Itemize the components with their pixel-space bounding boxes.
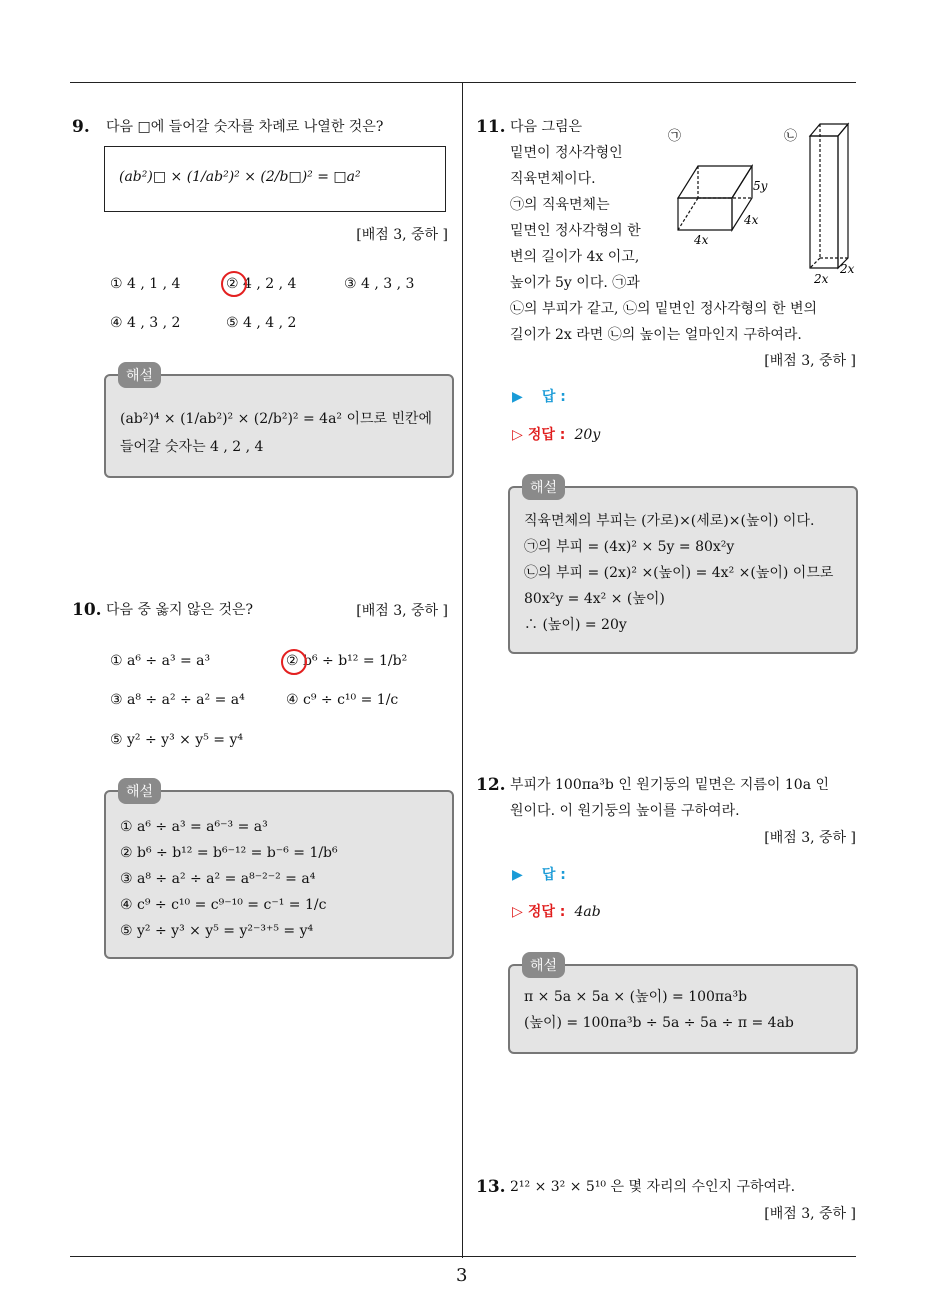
fig-height-a: 5y	[753, 179, 768, 193]
q9-solution-tag: 해설	[118, 362, 161, 388]
q9-score: [배점 3, 중하 ]	[356, 227, 448, 243]
q12-solution-box	[508, 964, 858, 1054]
q11-sol-line4: 80x²y = 4x² × (높이)	[524, 591, 665, 607]
page-number: 3	[456, 1265, 468, 1286]
fig-depth-b: 2x	[840, 262, 855, 276]
bottom-rule	[70, 1256, 856, 1257]
q11-line1: 다음 그림은	[510, 119, 583, 135]
q10-option-3[interactable]: ③ a⁸ ÷ a² ÷ a² = a⁴	[110, 692, 245, 708]
q11-line8: ㉡의 부피가 같고, ㉡의 밑면인 정사각형의 한 변의	[510, 301, 818, 317]
q11-solution-tag: 해설	[522, 474, 565, 500]
q12-correct-label: 정답 :	[527, 904, 566, 920]
q12-sol-line1: π × 5a × 5a × (높이) = 100πa³b	[524, 989, 748, 1005]
correct-triangle-icon: ▷	[512, 904, 523, 920]
q11-sol-line5: ∴ (높이) = 20y	[524, 617, 627, 633]
q11-line6: 변의 길이가 4x 이고,	[510, 249, 640, 265]
fig-depth-a: 4x	[744, 213, 759, 227]
q11-answer-label: 답 :	[541, 389, 566, 405]
q10-sol-line4: ④ c⁹ ÷ c¹⁰ = c⁹⁻¹⁰ = c⁻¹ = 1/c	[120, 897, 327, 913]
q11-line3: 직육면체이다.	[510, 171, 596, 187]
q9-box-formula: (ab²)□ × (1/ab²)² × (2/b□)² = □a²	[119, 169, 361, 185]
q10-answer-mark	[281, 649, 307, 675]
fig-label-b: ㉡	[784, 129, 798, 144]
q12-solution-tag: 해설	[522, 952, 565, 978]
q12-correct-row	[512, 901, 601, 921]
q12-line2: 원이다. 이 원기둥의 높이를 구하여라.	[510, 803, 740, 819]
fig-label-a: ㉠	[668, 129, 682, 144]
q13-score: [배점 3, 중하 ]	[764, 1206, 856, 1222]
q11-line4: ㉠의 직육면체는	[510, 197, 610, 213]
q10-option-5[interactable]: ⑤ y² ÷ y³ × y⁵ = y⁴	[110, 732, 243, 748]
q10-sol-line5: ⑤ y² ÷ y³ × y⁵ = y²⁻³⁺⁵ = y⁴	[120, 923, 314, 939]
q12-score: [배점 3, 중하 ]	[764, 830, 856, 846]
fig-width-b: 2x	[814, 272, 829, 286]
q11-number: 11.	[476, 117, 506, 137]
cuboid-b	[810, 124, 848, 268]
q11-score: [배점 3, 중하 ]	[764, 353, 856, 369]
q10-sol-line2: ② b⁶ ÷ b¹² = b⁶⁻¹² = b⁻⁶ = 1/b⁶	[120, 845, 338, 861]
q12-number: 12.	[476, 775, 506, 795]
q11-line2: 밑면이 정사각형인	[510, 145, 623, 161]
q10-number: 10.	[72, 600, 102, 620]
q10-option-2[interactable]: ② b⁶ ÷ b¹² = 1/b²	[286, 653, 408, 669]
top-rule	[70, 82, 856, 83]
q10-sol-line1: ① a⁶ ÷ a³ = a⁶⁻³ = a³	[120, 819, 268, 835]
q9-option-2[interactable]: ② 4 , 2 , 4	[226, 276, 297, 292]
q11-line5: 밑면인 정사각형의 한	[510, 223, 641, 239]
q9-answer-mark	[221, 271, 247, 297]
q10-question: 다음 중 옳지 않은 것은?	[106, 602, 254, 618]
q12-sol-line2: (높이) = 100πa³b ÷ 5a ÷ 5a ÷ π = 4ab	[524, 1015, 794, 1031]
q11-solution-box	[508, 486, 858, 654]
q11-sol-line1: 직육면체의 부피는 (가로)×(세로)×(높이) 이다.	[524, 513, 815, 529]
fig-width-a: 4x	[694, 233, 709, 247]
q11-sol-line3: ㉡의 부피 = (2x)² ×(높이) = 4x² ×(높이) 이므로	[524, 565, 834, 581]
q13-question: 2¹² × 3² × 5¹⁰ 은 몇 자리의 수인지 구하여라.	[510, 1179, 796, 1195]
q11-line7: 높이가 5y 이다. ㉠과	[510, 275, 640, 291]
answer-triangle-icon: ▶	[512, 389, 523, 405]
q10-solution-tag: 해설	[118, 778, 161, 804]
q12-correct-value: 4ab	[574, 904, 601, 920]
q11-correct-row	[512, 424, 600, 444]
q11-correct-value: 20y	[574, 427, 601, 443]
q9-formula-box	[104, 146, 446, 212]
answer-triangle-icon: ▶	[512, 867, 523, 883]
q9-sol-line2: 들어갈 숫자는 4 , 2 , 4	[120, 439, 264, 455]
q10-solution-box	[104, 790, 454, 959]
q12-answer-label: 답 :	[541, 867, 566, 883]
q9-sol-line1: (ab²)⁴ × (1/ab²)² × (2/b²)² = 4a² 이므로 빈칸에	[120, 411, 433, 427]
column-divider	[462, 82, 463, 1258]
q9-option-1[interactable]: ① 4 , 1 , 4	[110, 276, 181, 292]
q11-correct-label: 정답 :	[527, 427, 566, 443]
q11-figure	[660, 118, 860, 288]
q9-solution-box	[104, 374, 454, 478]
q10-option-4[interactable]: ④ c⁹ ÷ c¹⁰ = 1/c	[286, 692, 399, 708]
q9-option-5[interactable]: ⑤ 4 , 4 , 2	[226, 315, 297, 331]
q11-line9: 길이가 2x 라면 ㉡의 높이는 얼마인지 구하여라.	[510, 327, 802, 343]
q13-number: 13.	[476, 1177, 506, 1197]
q9-option-4[interactable]: ④ 4 , 3 , 2	[110, 315, 181, 331]
cuboid-a	[678, 166, 752, 230]
q12-line1: 부피가 100πa³b 인 원기둥의 밑면은 지름이 10a 인	[510, 777, 830, 793]
q9-question: 다음 □에 들어갈 숫자를 차례로 나열한 것은?	[106, 119, 384, 135]
q12-answer-row	[512, 864, 566, 884]
q9-option-3[interactable]: ③ 4 , 3 , 3	[344, 276, 415, 292]
correct-triangle-icon: ▷	[512, 427, 523, 443]
q10-sol-line3: ③ a⁸ ÷ a² ÷ a² = a⁸⁻²⁻² = a⁴	[120, 871, 316, 887]
q10-score: [배점 3, 중하 ]	[356, 603, 448, 619]
q10-option-1[interactable]: ① a⁶ ÷ a³ = a³	[110, 653, 211, 669]
q9-number: 9.	[72, 117, 90, 137]
q11-answer-row	[512, 386, 566, 406]
q11-sol-line2: ㉠의 부피 = (4x)² × 5y = 80x²y	[524, 539, 735, 555]
